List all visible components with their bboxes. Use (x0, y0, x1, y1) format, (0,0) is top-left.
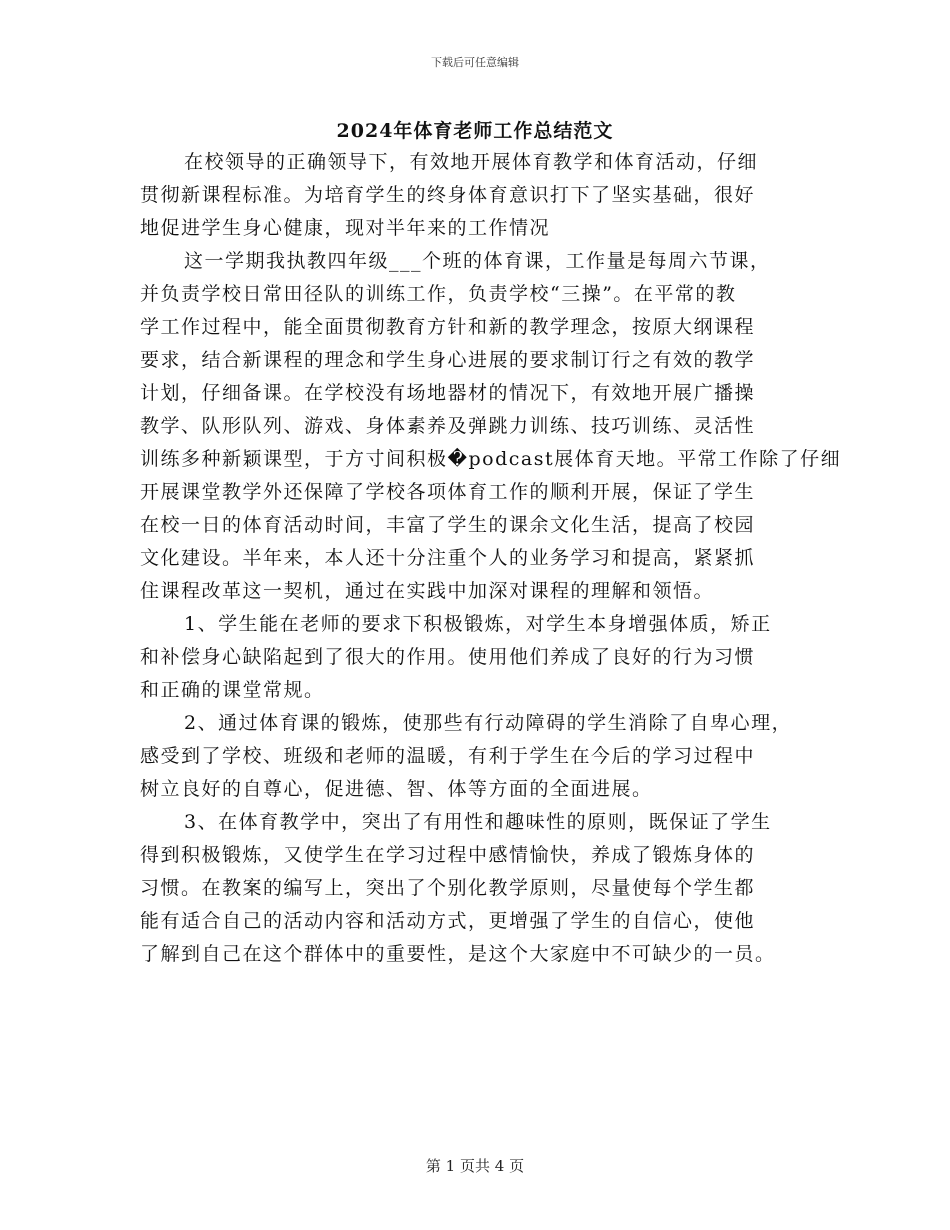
text-line: 1、学生能在老师的要求下积极锻炼，对学生本身增强体质，矫正 (184, 613, 772, 635)
text-line: 习惯。在教案的编写上，突出了个别化教学原则，尽量使每个学生都 (140, 877, 756, 899)
text-line: 要求，结合新课程的理念和学生身心进展的要求制订行之有效的教学 (140, 349, 756, 371)
text-line: 教学、队形队列、游戏、身体素养及弹跳力训练、技巧训练、灵活性 (140, 415, 756, 437)
text-line: 这一学期我执教四年级___个班的体育课，工作量是每周六节课， (184, 250, 771, 272)
text-line: 住课程改革这一契机，通过在实践中加深对课程的理解和领悟。 (140, 580, 715, 602)
document-title: 2024年体育老师工作总结范文 (336, 120, 614, 142)
header-note: 下载后可任意编辑 (431, 56, 519, 69)
document-body (140, 146, 842, 971)
text-line: 了解到自己在这个群体中的重要性，是这个大家庭中不可缺少的一员。 (140, 943, 776, 965)
text-line: 训练多种新颖课型，于方寸间积极�podcast展体育天地。平常工作除了仔细 (140, 448, 842, 470)
text-line: 开展课堂教学外还保障了学校各项体育工作的顺利开展，保证了学生 (140, 481, 756, 503)
text-line: 在校一日的体育活动时间，丰富了学生的课余文化生活，提高了校园 (140, 514, 756, 536)
text-line: 3、在体育教学中，突出了有用性和趣味性的原则，既保证了学生 (184, 811, 772, 833)
text-line: 学工作过程中，能全面贯彻教育方针和新的教学理念，按原大纲课程 (140, 316, 756, 338)
text-line: 贯彻新课程标准。为培育学生的终身体育意识打下了坚实基础，很好 (140, 184, 756, 206)
text-line: 2、通过体育课的锻炼，使那些有行动障碍的学生消除了自卑心理， (184, 712, 793, 734)
text-line: 和补偿身心缺陷起到了很大的作用。使用他们养成了良好的行为习惯 (140, 646, 756, 668)
text-line: 和正确的课堂常规。 (140, 679, 325, 701)
text-line: 地促进学生身心健康，现对半年来的工作情况 (140, 217, 551, 239)
text-line: 能有适合自己的活动内容和活动方式，更增强了学生的自信心，使他 (140, 910, 756, 932)
text-line: 计划，仔细备课。在学校没有场地器材的情况下，有效地开展广播操 (140, 382, 756, 404)
text-line: 树立良好的自尊心，促进德、智、体等方面的全面进展。 (140, 778, 653, 800)
text-line: 得到积极锻炼，又使学生在学习过程中感情愉快，养成了锻炼身体的 (140, 844, 756, 866)
text-line: 感受到了学校、班级和老师的温暖，有利于学生在今后的学习过程中 (140, 745, 756, 767)
text-line: 文化建设。半年来，本人还十分注重个人的业务学习和提高，紧紧抓 (140, 547, 756, 569)
page-number: 第 1 页共 4 页 (425, 1157, 525, 1175)
text-line: 在校领导的正确领导下，有效地开展体育教学和体育活动，仔细 (184, 151, 759, 173)
text-line: 并负责学校日常田径队的训练工作，负责学校“三操”。在平常的教 (140, 283, 737, 305)
